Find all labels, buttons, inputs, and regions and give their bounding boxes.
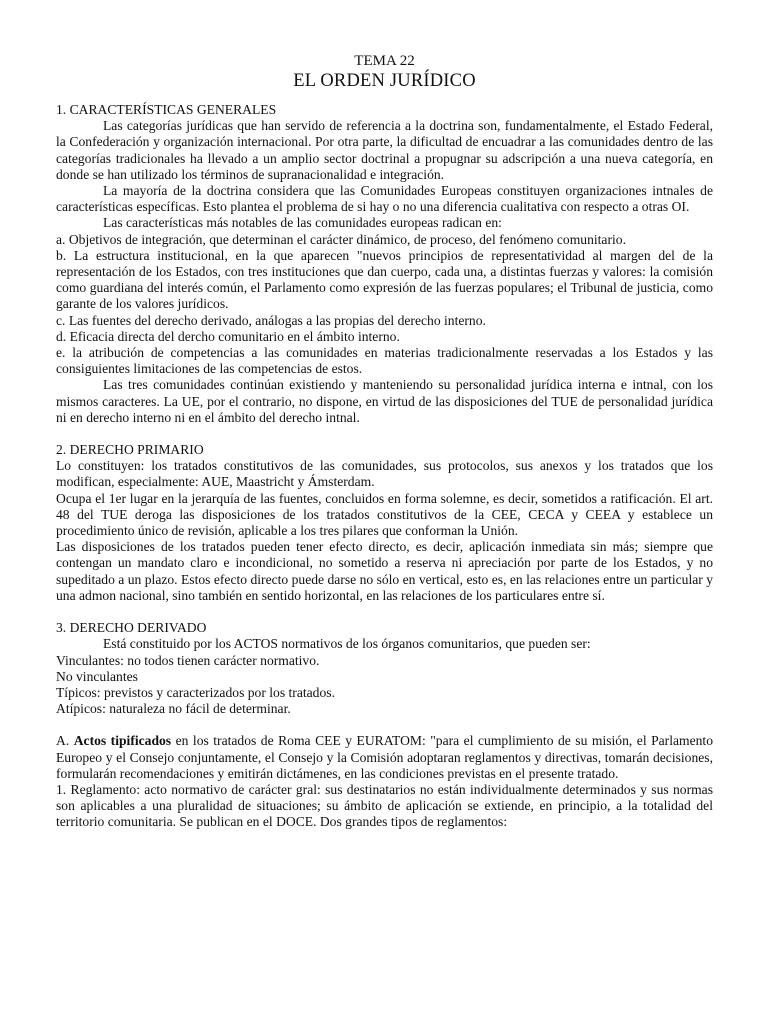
section-heading-3: 3. DERECHO DERIVADO	[56, 620, 207, 636]
doc-title: EL ORDEN JURÍDICO	[293, 71, 476, 91]
section-heading-1: 1. CARACTERÍSTICAS GENERALES	[56, 102, 277, 117]
paragraph: Lo constituyen: los tratados constitutivos de las comunidades, sus protocolos, sus anexos y los tratados que los modifican, especialmente: AUE, Maastricht y Ámsterdam.	[56, 458, 713, 490]
list-item: c. Las fuentes del derecho derivado, análogas a las propias del derecho interno.	[56, 312, 486, 328]
list-item: b. La estructura institucional, en la que aparecen "nuevos principios de representatividad al margen del de la representación de los Estados, con tres instituciones que dan cuerpo, cada una, a distintas fuerzas y valores: la comisión como guardiana del interés común, el Parlamento como expresión de las fuerzas populares; el Tribunal de justicia, como garante de los valores jurídicos.	[56, 247, 713, 312]
paragraph: Las tres comunidades continúan existiendo y manteniendo su personalidad jurídica interna e intnal, con los mismos caracteres. La UE, por el contrario, no dispone, en virtud de las disposiciones del TUE de personalidad jurídica ni en derecho interno ni en el ámbito del derecho intnal.	[56, 377, 713, 425]
item-prefix: A.	[56, 733, 74, 749]
paragraph: Las disposiciones de los tratados pueden tener efecto directo, es decir, aplicación inmediata sin más; siempre que contengan un mandato claro e incondicional, no sometido a reserva ni apreciación por parte de los Estados, y no supeditado a un plazo. Estos efecto directo puede darse no sólo en vertical, esto es, en las relaciones entre un particular y una admon nacional, sino también en sentido horizontal, en las relaciones de los particulares entre sí.	[56, 539, 713, 603]
spacer	[56, 717, 713, 733]
paragraph: La mayoría de la doctrina considera que las Comunidades Europeas constituyen organizaciones intnales de características específicas. Esto plantea el problema de si hay o no una diferencia cualitativa con respecto a otras OI.	[56, 183, 713, 215]
paragraph: Está constituido por los ACTOS normativos de los órganos comunitarios, que pueden ser:	[103, 636, 591, 652]
item-text: en los tratados de Roma CEE y EURATOM: "para el cumplimiento de su misión, el Parlamento Europeo y el Consejo conjuntamente, el Consejo y la Comisión adoptaran reglamentos y directivas, tomarán decisiones, formularán recomendaciones y emitirán dictámenes, en las condiciones previstas en el presente tratado.	[56, 733, 713, 781]
bold-term: Actos tipificados	[73, 733, 172, 749]
paragraph: 1. Reglamento: acto normativo de carácter gral: sus destinatarios no están individualmente determinados y sus normas son aplicables a una pluralidad de situaciones; su ámbito de aplicación se extiende, en principio, a la totalidad del territorio comunitaria. Se publican en el DOCE. Dos grandes tipos de reglamentos:	[56, 781, 713, 830]
paragraph: Las categorías jurídicas que han servido de referencia a la doctrina son, fundamentalmente, el Estado Federal, la Confederación y organización internacional. Por otra parte, la dificultad de encuadrar a las comunidades dentro de las categorías tradicionales ha llevado a un amplio sector doctrinal a propugnar su adscripción a una nueva categoría, en donde se han utilizado los términos de supranacionalidad e integración.	[56, 118, 713, 182]
section-heading-2: 2. DERECHO PRIMARIO	[56, 442, 204, 458]
paragraph: Ocupa el 1er lugar en la jerarquía de las fuentes, concluidos en forma solemne, es decir, sometidos a ratificación. El art. 48 del TUE deroga las disposiciones de los tratados constitutivos de la CEE, CECA y CEEA y establece un procedimiento único de revisión, aplicable a los tres pilares que conforman la Unión.	[56, 490, 713, 539]
list-item: a. Objetivos de integración, que determinan el carácter dinámico, de proceso, del fenómeno comunitario.	[56, 231, 626, 247]
list-item: e. la atribución de competencias a las comunidades en materias tradicionalmente reservadas a los Estados y las consiguientes limitaciones de las competencias de estos.	[56, 345, 713, 377]
paragraph: Las características más notables de las comunidades europeas radican en:	[103, 215, 502, 231]
spacer	[56, 604, 713, 620]
spacer	[56, 426, 713, 442]
list-item: No vinculantes	[56, 668, 138, 684]
paragraph-actos-tipificados	[56, 733, 713, 782]
list-item: Vinculantes: no todos tienen carácter normativo.	[56, 652, 320, 668]
list-item: Típicos: previstos y caracterizados por los tratados.	[56, 684, 335, 700]
list-item: Atípicos: naturaleza no fácil de determinar.	[56, 701, 291, 717]
doc-title-number: TEMA 22	[354, 53, 415, 69]
list-item: d. Eficacia directa del dercho comunitario en el ámbito interno.	[56, 328, 400, 344]
